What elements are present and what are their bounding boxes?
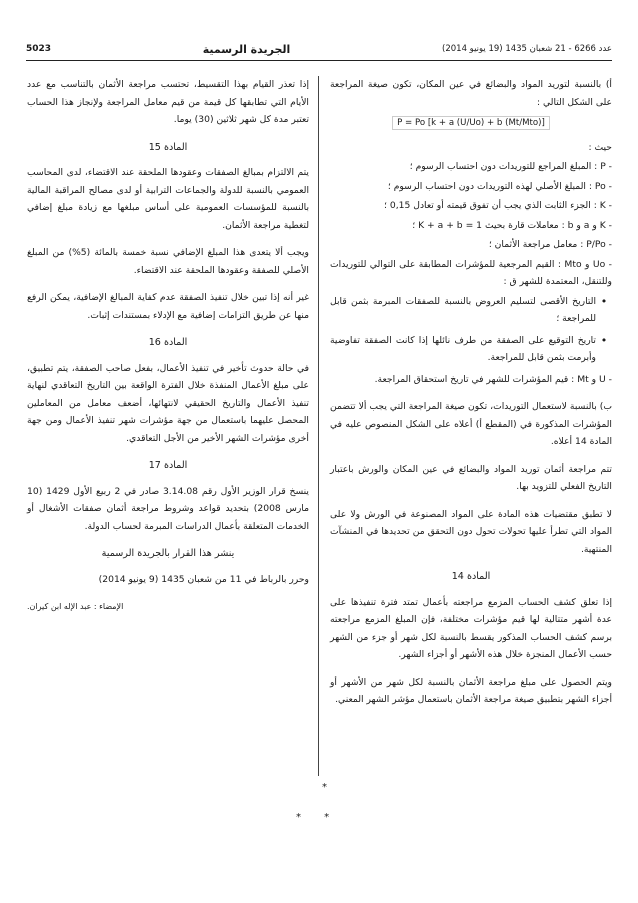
page-header (26, 40, 612, 58)
done-at-line: وحرر بالرباط في 11 من شعبان 1435 (9 يونيو 2014) (98, 573, 309, 585)
separator-stars: * * (296, 812, 340, 823)
article-16-heading: المادة 16 (148, 337, 188, 348)
bullet-text: تاريخ التوقيع على الصفقة من طرف نائلها إذا كانت الصفقة تفاوضية وأبرمت بثمن قابل للمراجعة. (330, 334, 596, 363)
definition-k: - K : الجزء الثابت الذي يجب أن تفوق قيمته أو تعادل 0,15 ؛ (384, 200, 612, 211)
publication-line: ينشر هذا القرار بالجريدة الرسمية (101, 548, 235, 559)
article-14-paragraph-1: إذا تعلق كشف الحساب المزمع مراجعته بأعمال تمتد فترة تنفيذها على عدة أشهر متتالية لها قيم مؤشرات مختلفة، فإن المبلغ المزمع مراجعته برسم كشف الحساب المذكور يقسط بالنسبة لكل شهر أو جزء من الشهر حسب الأعمال المنجزة خلال هذه الأشهر أو أجزاء الشهر. (330, 596, 612, 660)
where-label: حيث : (588, 141, 612, 153)
list-item (330, 293, 612, 328)
definition-u-mt: - U و Mt : قيم المؤشرات للشهر في تاريخ استحقاق المراجعة. (374, 373, 612, 385)
definition-uo-mto: - Uo و Mto : القيم المرجعية للمؤشرات المطابقة على التوالي للتوريدات وللتنقل، المعتمدة للشهر ق : (330, 258, 612, 287)
article-17-paragraph-1: ينسخ قرار الوزير الأول رقم 3.14.08 صادر في 2 ربيع الأول 1429 (10 مارس 2008) بتحديد قواعد وشروط مراجعة أثمان صفقات الأشغال أو الخدمات المتعلقة بأعمال الدراسات المبرمة لحساب الدولة. (27, 485, 309, 532)
definition-p-po: - P/Po : معامل مراجعة الأثمان ؛ (488, 239, 612, 250)
article-14-paragraph-2: ويتم الحصول على مبلغ مراجعة الأثمان بالنسبة لكل شهر من الأشهر أو أجزاء الشهر بتطبيق صيغة مراجعة الأثمان باستعمال مؤشر الشهر المعني. (330, 676, 612, 705)
definition-po: - Po : المبلغ الأصلي لهذه التوريدات دون احتساب الرسوم ؛ (387, 180, 612, 192)
paragraph-b: ب) بالنسبة لاستعمال التوريدات، تكون صيغة المراجعة التي يجب ألا تتضمن المؤشرات المذكورة في (المقطع أ) أعلاه على الشكل المنصوص عليه في المادة 14 أعلاه. (330, 401, 612, 447)
paragraph-exclusions: لا تطبق مقتضيات هذه المادة على المواد المصنوعة في الورش ولا على المواد التي تطرأ عليها تحولات تحول دون التحقق من تحديدها في المنشآت المنتهية. (330, 508, 612, 555)
article-16-paragraph: في حالة حدوث تأخير في تنفيذ الأعمال، بفعل صاحب الصفقة، يتم تطبيق، على مبلغ الأعمال المنفذة خلال الفترة الواقعة بين التاريخ التعاقدي لنهاية تنفيذ الأعمال والتاريخ الحقيقي لانتهائها، أضعف معامل من المعاملين المحصل عليهما باستعمال من جهة مؤشرات شهر تنفيذ الأعمال ومن جهة أخرى مؤشرات الشهر الأخير من الأجل التعاقدي. (27, 362, 309, 444)
separator-star: * (322, 782, 327, 793)
revision-formula (330, 115, 612, 133)
article-15-paragraph-3: غير أنه إذا تبين خلال تنفيذ الصفقة عدم كفاية المبالغ الإضافية، يمكن الرفع منها عن طريق التزامات إضافية مع الإدلاء بمستندات إثبات. (27, 292, 309, 321)
formula-text: P = Po [k + a (U/Uo) + b (Mt/Mto)] (392, 116, 550, 130)
left-column (27, 76, 309, 616)
page-number: 5023 (26, 44, 52, 54)
bullet-icon: • (600, 333, 608, 347)
header-rule (26, 60, 612, 61)
issue-line: عدد 6266 - 21 شعبان 1435 (19 يونيو 2014) (442, 44, 612, 54)
definition-kab: - K و a و b : معاملات قارة بحيث K + a + b = 1 ؛ (412, 219, 612, 231)
right-column (330, 76, 612, 719)
intro-paragraph: أ) بالنسبة لتوريد المواد والبضائع في عين المكان، تكون صيغة المراجعة على الشكل التالي : (330, 79, 612, 108)
article-15-paragraph-1: يتم الالتزام بمبالغ الصفقات وعقودها الملحقة عند الاقتضاء، لدى المحاسب العمومي بالنسبة للدولة والجماعات الترابية أو لدى مصالح المراقبة المالية بالنسبة للمؤسسات العمومية على أساس مبلغها مع زيادة مبلغ إضافي لتغطية مراجعة الأثمان. (27, 167, 309, 231)
column-divider (318, 76, 319, 776)
bullet-text: التاريخ الأقصى لتسليم العروض بالنسبة للصفقات المبرمة بثمن قابل للمراجعة ؛ (330, 295, 596, 324)
definition-p: - P : المبلغ المراجع للتوريدات دون احتساب الرسوم ؛ (409, 161, 612, 172)
article-15-heading: المادة 15 (148, 141, 188, 153)
bullet-icon: • (600, 294, 608, 308)
prorata-paragraph: إذا تعذر القيام بهذا التقسيط، تحتسب مراجعة الأثمان بالتناسب مع عدد الأيام التي تطابقها كل قيمة من قيم معامل المراجعة ولإنجاز هذا الحساب تعتبر مدة كل شهر ثلاثين (30) يوما. (27, 79, 309, 125)
article-15-paragraph-2: ويجب ألا يتعدى هذا المبلغ الإضافي نسبة خمسة بالمائة (5%) من المبلغ الأصلي للصفقة وعقودها الملحقة عند الاقتضاء. (27, 247, 309, 276)
journal-title: الجريدة الرسمية (202, 42, 291, 56)
list-item (330, 332, 612, 367)
article-17-heading: المادة 17 (148, 460, 188, 471)
signature-line: الإمضاء : عبد الإله ابن كيران. (27, 602, 124, 611)
paragraph-site-supply: تتم مراجعة أثمان توريد المواد والبضائع في عين المكان والورش باعتبار التاريخ الفعلي للتزويد بها. (330, 463, 612, 492)
article-14-heading: المادة 14 (451, 571, 491, 582)
